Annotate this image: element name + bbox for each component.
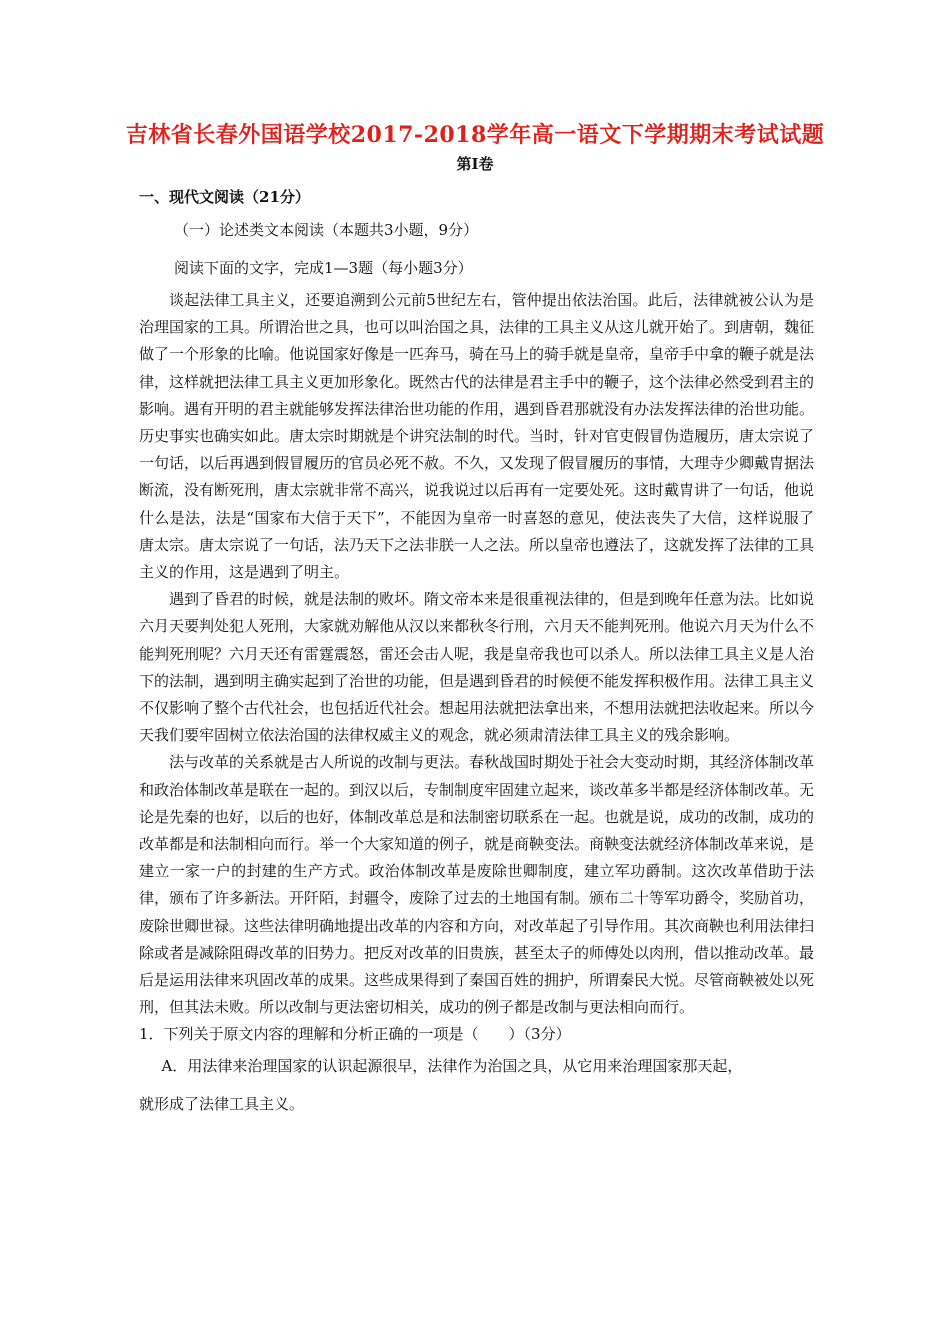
document-title: 吉林省长春外国语学校2017-2018学年高一语文下学期期末考试试题 bbox=[125, 122, 825, 148]
reading-instruction: 阅读下面的文字，完成1—3题（每小题3分） bbox=[174, 259, 473, 277]
passage-paragraph-2: 遇到了昏君的时候，就是法制的败坏。隋文帝本来是很重视法律的，但是到晚年任意为法。比如说六月天要判处犯人死刑，大家就劝解他从汉以来都秋冬行刑，六月天不能判死刑。他说六月天为什么不能判死刑呢？六月天还有雷霆震怒，雷还会击人呢，我是皇帝我也可以杀人。所以法律工具主义是人治下的法制，遇到明主确实起到了治世的功能，但是遇到昏君的时候便不能发挥积极作用。法律工具主义不仅影响了整个古代社会，也包括近代社会。想起用法就把法拿出来，不想用法就把法收起来。所以今天我们要牢固树立依法治国的法律权威主义的观念，就必须肃清法律工具主义的残余影响。 bbox=[139, 590, 815, 745]
passage-paragraph-3: 法与改革的关系就是古人所说的改制与更法。春秋战国时期处于社会大变动时期，其经济体制改革和政治体制改革是联在一起的。到汉以后，专制制度牢固建立起来，谈改革多半都是经济体制改革。无论是先秦的也好，以后的也好，体制改革总是和法制密切联系在一起。也就是说，成功的改制，成功的改革都是和法制相向而行。举一个大家知道的例子，就是商鞅变法。商鞅变法就经济体制改革来说，是建立一家一户的封建的生产方式。政治体制改革是废除世卿制度，建立军功爵制。这次改革借助于法律，颁布了许多新法。开阡陌，封疆令，废除了过去的土地国有制。颁布二十等军功爵令，奖励首功，废除世卿世禄。这些法律明确地提出改革的内容和方向，对改革起了引导作用。其次商鞅也利用法律扫除或者是减除阻碍改革的旧势力。把反对改革的旧贵族，甚至太子的师傅处以肉刑，借以推动改革。最后是运用法律来巩固改革的成果。这些成果得到了秦国百姓的拥护，所谓秦民大悦。尽管商鞅被处以死刑，但其法未败。所以改制与更法密切相关，成功的例子都是改制与更法相向而行。 bbox=[139, 753, 815, 1017]
question-1-option-a-continued: 就形成了法律工具主义。 bbox=[139, 1094, 305, 1113]
passage-paragraph-1: 谈起法律工具主义，还要追溯到公元前5世纪左右，管仲提出依法治国。此后，法律就被公认为是治理国家的工具。所谓治世之具，也可以叫治国之具，法律的工具主义从这儿就开始了。到唐朝，魏征做了一个形象的比喻。他说国家好像是一匹奔马，骑在马上的骑手就是皇帝，皇帝手中拿的鞭子就是法律，这样就把法律工具主义更加形象化。既然古代的法律是君主手中的鞭子，这个法律必然受到君主的影响。遇有开明的君主就能够发挥法律治世功能的作用，遇到昏君那就没有办法发挥法律的治世功能。历史事实也确实如此。唐太宗时期就是个讲究法制的时代。当时，针对官吏假冒伪造履历，唐太宗说了一句话，以后再遇到假冒履历的官员必死不赦。不久，又发现了假冒履历的事情，大理寺少卿戴胄据法断流，没有断死刑，唐太宗就非常不高兴，说我说过以后再有一定要处死。这时戴胄讲了一句话，他说什么是法，法是“国家布大信于天下”，不能因为皇帝一时喜怒的意见，使法丧失了大信，这样说服了唐太宗。唐太宗说了一句话，法乃天下之法非朕一人之法。所以皇帝也遵法了，这就发挥了法律的工具主义的作用，这是遇到了明主。 bbox=[139, 291, 815, 582]
question-1-option-a: A．用法律来治理国家的认识起源很早，法律作为治国之具，从它用来治理国家那天起， bbox=[161, 1056, 743, 1075]
volume-label: 第Ⅰ卷 bbox=[456, 155, 494, 173]
sub-heading: （一）论述类文本阅读（本题共3小题，9分） bbox=[174, 221, 479, 239]
section-heading: 一、现代文阅读（21分） bbox=[139, 188, 310, 206]
passage-body bbox=[139, 287, 814, 1118]
question-1: 1．下列关于原文内容的理解和分析正确的一项是（ ）（3分） bbox=[139, 1025, 571, 1044]
